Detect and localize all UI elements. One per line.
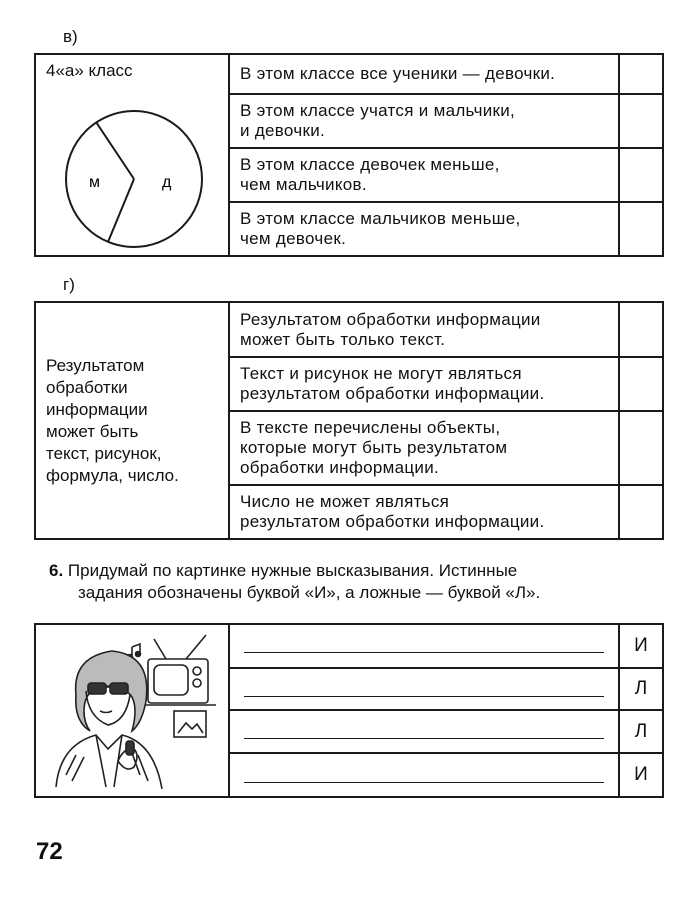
answer-box-v-2[interactable] [619, 94, 663, 148]
task6-text: 6. Придумай по картинке нужные высказывания. Истинные задания обозначены буквой «И», а ложные — буквой «Л». [49, 561, 541, 602]
answer-box-v-4[interactable] [619, 202, 663, 256]
statement-g-2: Текст и рисунок не могут являться результатом обработки информации. [229, 357, 619, 411]
section-v-table [34, 53, 664, 257]
statement-g-3: В тексте перечислены объекты, которые могут быть результатом обработки информации. [229, 411, 619, 485]
section-v-letter: в) [63, 27, 78, 46]
blank-line-4[interactable] [229, 753, 619, 797]
statement-v-3: В этом классе девочек меньше, чем мальчиков. [229, 148, 619, 202]
pie-label-boys: м [89, 174, 100, 191]
answer-box-g-3[interactable] [619, 411, 663, 485]
answer-box-v-1[interactable] [619, 54, 663, 94]
answer-letter-4: И [619, 753, 663, 797]
section-g-table [34, 301, 664, 540]
answer-box-g-1[interactable] [619, 302, 663, 357]
class-pie-cell [35, 54, 229, 256]
pie-divider-top [96, 122, 134, 179]
illustration-cell [35, 624, 229, 797]
woman-with-tv-illustration [36, 625, 226, 791]
section-g-letter: г) [63, 275, 75, 294]
answer-letter-3: Л [619, 710, 663, 753]
answer-box-v-3[interactable] [619, 148, 663, 202]
tv-screen [154, 665, 188, 695]
class-pie-chart [54, 109, 214, 249]
statement-g-4: Число не может являться результатом обработки информации. [229, 485, 619, 539]
statement-v-2: В этом классе учатся и мальчики, и девочки. [229, 94, 619, 148]
answer-letter-2: Л [619, 668, 663, 711]
answer-box-g-4[interactable] [619, 485, 663, 539]
statement-v-4: В этом классе мальчиков меньше, чем девочек. [229, 202, 619, 256]
answer-letter-1: И [619, 624, 663, 668]
blank-line-1[interactable] [229, 624, 619, 668]
pie-divider-bottom [108, 179, 134, 242]
info-result-cell [35, 302, 229, 539]
statement-v-1: В этом классе все ученики — девочки. [229, 54, 619, 94]
info-result-text: Результатом обработки информации может быть текст, рисунок, формула, число. [46, 355, 179, 485]
task6-table [34, 623, 664, 798]
blank-line-3[interactable] [229, 710, 619, 753]
answer-box-g-2[interactable] [619, 357, 663, 411]
statement-g-1: Результатом обработки информации может быть только текст. [229, 302, 619, 357]
page-number: 72 [36, 838, 63, 865]
class-title: 4«а» класс [46, 61, 133, 80]
task6-number: 6. [49, 561, 64, 580]
blank-line-2[interactable] [229, 668, 619, 711]
pie-label-girls: д [162, 174, 172, 191]
